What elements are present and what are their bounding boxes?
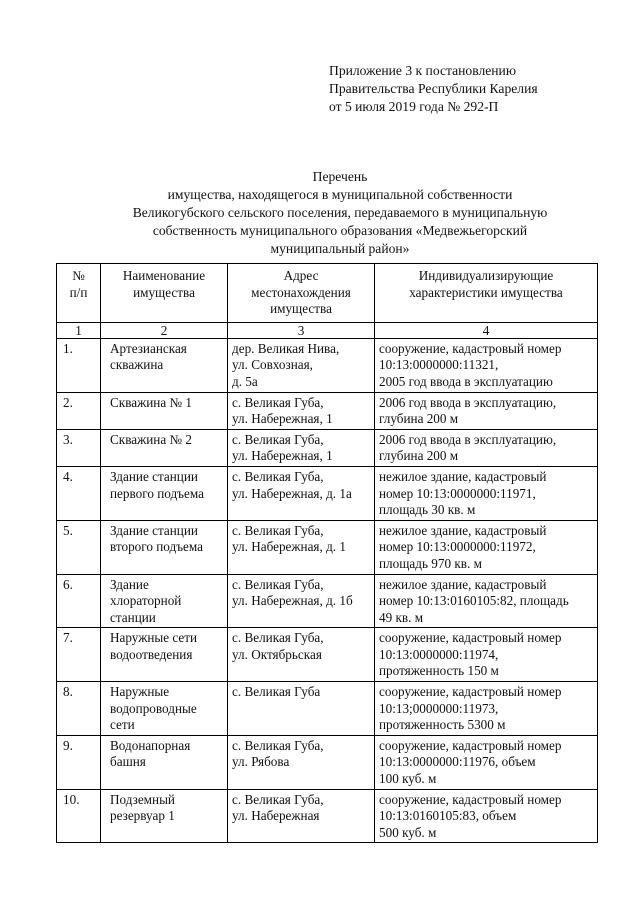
header-line: №	[72, 268, 85, 283]
property-name	[101, 466, 228, 520]
row-number: 4.	[57, 466, 101, 520]
property-characteristics-line: сооружение, кадастровый номер	[379, 684, 562, 700]
property-address-line: с. Великая Губа,	[232, 522, 324, 538]
property-characteristics-line: протяженность 5300 м	[379, 717, 506, 733]
property-characteristics-line: 10:13:0160105:83, объем	[379, 808, 517, 824]
property-address-line: ул. Набережная	[232, 808, 320, 824]
property-name-line: Водонапорная	[110, 737, 191, 753]
property-name-line: Здание станции	[110, 468, 198, 484]
property-characteristics-line: номер 10:13:0160105:82, площадь	[379, 593, 569, 609]
property-characteristics	[375, 789, 598, 843]
property-name-line: станции	[110, 609, 156, 625]
property-characteristics-line: глубина 200 м	[379, 411, 459, 427]
row-number: 10.	[57, 789, 101, 843]
header-line: Адрес	[283, 268, 319, 283]
property-name	[101, 682, 228, 736]
header-line: Наименование	[122, 268, 206, 283]
appendix-line: Правительства Республики Карелия	[329, 81, 538, 96]
property-name-line: Скважина № 2	[110, 431, 192, 447]
table-row	[57, 682, 598, 736]
property-characteristics	[375, 520, 598, 574]
property-address	[228, 574, 375, 628]
column-number: 2	[101, 322, 228, 338]
table-row	[57, 392, 598, 429]
property-address-line: с. Великая Губа	[232, 684, 321, 700]
row-number: 9.	[57, 735, 101, 789]
property-characteristics	[375, 574, 598, 628]
property-name	[101, 429, 228, 466]
title-line: имущества, находящегося в муниципальной собственности	[167, 187, 513, 202]
table-row	[57, 338, 598, 392]
property-characteristics	[375, 338, 598, 392]
column-number: 4	[375, 322, 598, 338]
property-characteristics-line: 2005 год ввода в эксплуатацию	[379, 373, 553, 389]
property-name-line: хлораторной	[110, 593, 182, 609]
property-name	[101, 392, 228, 429]
property-characteristics-line: 2006 год ввода в эксплуатацию,	[379, 431, 557, 447]
appendix-line: от 5 июля 2019 года № 292-П	[329, 99, 499, 114]
property-address-line: ул. Рябова	[232, 754, 290, 770]
property-characteristics	[375, 735, 598, 789]
property-address-line: с. Великая Губа,	[232, 737, 324, 753]
property-address-line: ул. Набережная, 1	[232, 448, 333, 464]
property-characteristics-line: нежилое здание, кадастровый	[379, 576, 547, 592]
property-characteristics-line: 100 куб. м	[379, 771, 437, 787]
property-name-line: Подземный	[110, 791, 175, 807]
property-address-line: с. Великая Губа,	[232, 576, 324, 592]
row-number: 8.	[57, 682, 101, 736]
property-characteristics-line: 10:13:0000000:11321,	[379, 357, 499, 373]
property-address	[228, 338, 375, 392]
property-characteristics-line: 49 кв. м	[379, 609, 424, 625]
header-line: местонахождения	[251, 284, 351, 300]
row-number: 3.	[57, 429, 101, 466]
property-name-line: скважина	[110, 357, 164, 373]
property-name-line: Скважина № 1	[110, 394, 192, 410]
property-name	[101, 520, 228, 574]
property-address-line: дер. Великая Нива,	[232, 340, 340, 356]
property-characteristics	[375, 466, 598, 520]
property-characteristics-line: сооружение, кадастровый номер	[379, 737, 562, 753]
property-characteristics-line: 10:13:0000000:11976, объем	[379, 754, 536, 770]
row-number: 1.	[57, 338, 101, 392]
column-number-row	[57, 322, 598, 338]
table-row	[57, 789, 598, 843]
header-name	[101, 264, 228, 323]
property-characteristics-line: 10:13;0000000:11973,	[379, 700, 499, 716]
column-number: 1	[57, 322, 101, 338]
title-line: Перечень	[312, 169, 368, 184]
property-name-line: резервуар 1	[110, 808, 175, 824]
property-characteristics	[375, 682, 598, 736]
property-address-line: ул. Набережная, 1	[232, 411, 333, 427]
header-line: имущества	[270, 301, 332, 317]
property-address	[228, 789, 375, 843]
property-characteristics-line: 10:13:0000000:11974,	[379, 646, 499, 662]
property-name	[101, 574, 228, 628]
property-address-line: д. 5а	[232, 373, 258, 389]
title-line: Великогубского сельского поселения, передаваемого в муниципальную	[132, 205, 548, 220]
property-address-line: с. Великая Губа,	[232, 791, 324, 807]
row-number: 7.	[57, 628, 101, 682]
header-line: имущества	[133, 284, 195, 300]
property-name-line: первого подъема	[110, 485, 204, 501]
table-row	[57, 735, 598, 789]
property-characteristics-line: 2006 год ввода в эксплуатацию,	[379, 394, 557, 410]
header-characteristics	[375, 264, 598, 323]
property-address-line: ул. Набережная, д. 1а	[232, 485, 352, 501]
table-row	[57, 520, 598, 574]
property-characteristics-line: сооружение, кадастровый номер	[379, 791, 562, 807]
property-name-line: сети	[110, 717, 135, 733]
document-title	[60, 168, 620, 258]
property-characteristics	[375, 628, 598, 682]
property-characteristics-line: глубина 200 м	[379, 448, 459, 464]
header-number	[57, 264, 101, 323]
property-address	[228, 520, 375, 574]
property-name-line: Наружные сети	[110, 630, 198, 646]
property-name-line: Артезианская	[110, 340, 187, 356]
title-line: муниципальный район»	[270, 241, 410, 256]
property-address-line: ул. Октябрьская	[232, 646, 322, 662]
column-number: 3	[228, 322, 375, 338]
property-name	[101, 338, 228, 392]
property-characteristics-line: номер 10:13:0000000:11971,	[379, 485, 536, 501]
property-name	[101, 628, 228, 682]
row-number: 5.	[57, 520, 101, 574]
appendix-line: Приложение 3 к постановлению	[329, 63, 516, 78]
property-address-line: с. Великая Губа,	[232, 394, 324, 410]
property-address	[228, 429, 375, 466]
property-name-line: Наружные	[110, 684, 170, 700]
property-characteristics-line: нежилое здание, кадастровый	[379, 522, 547, 538]
property-table	[56, 263, 598, 843]
property-address-line: ул. Совхозная,	[232, 357, 313, 373]
property-address-line: с. Великая Губа,	[232, 468, 324, 484]
property-characteristics	[375, 429, 598, 466]
property-characteristics-line: протяженность 150 м	[379, 663, 499, 679]
row-number: 6.	[57, 574, 101, 628]
header-address	[228, 264, 375, 323]
property-address-line: с. Великая Губа,	[232, 431, 324, 447]
property-address-line: ул. Набережная, д. 1б	[232, 593, 353, 609]
property-characteristics-line: площадь 30 кв. м	[379, 502, 476, 518]
property-address-line: ул. Набережная, д. 1	[232, 539, 346, 555]
row-number: 2.	[57, 392, 101, 429]
property-characteristics	[375, 392, 598, 429]
header-line: характеристики имущества	[409, 284, 563, 300]
property-address	[228, 682, 375, 736]
appendix-note	[329, 62, 619, 116]
property-address	[228, 392, 375, 429]
property-name-line: второго подъема	[110, 539, 204, 555]
property-characteristics-line: площадь 970 кв. м	[379, 555, 482, 571]
table-row	[57, 574, 598, 628]
property-characteristics-line: 500 куб. м	[379, 824, 437, 840]
property-name-line: башня	[110, 754, 146, 770]
table-row	[57, 429, 598, 466]
property-address	[228, 466, 375, 520]
table-row	[57, 628, 598, 682]
property-name-line: водопроводные	[110, 700, 197, 716]
header-line: Индивидуализирующие	[418, 268, 554, 283]
property-characteristics-line: номер 10:13:0000000:11972,	[379, 539, 536, 555]
header-row	[57, 264, 598, 323]
table-row	[57, 466, 598, 520]
property-name-line: Здание	[110, 576, 149, 592]
header-line: п/п	[69, 284, 88, 300]
property-characteristics-line: нежилое здание, кадастровый	[379, 468, 547, 484]
property-address	[228, 735, 375, 789]
property-name-line: Здание станции	[110, 522, 198, 538]
property-name	[101, 735, 228, 789]
property-address	[228, 628, 375, 682]
title-line: собственность муниципального образования «Медвежьегорский	[152, 223, 528, 238]
table-body	[57, 338, 598, 843]
property-name	[101, 789, 228, 843]
property-name-line: водоотведения	[110, 646, 193, 662]
property-address-line: с. Великая Губа,	[232, 630, 324, 646]
property-characteristics-line: сооружение, кадастровый номер	[379, 630, 562, 646]
property-characteristics-line: сооружение, кадастровый номер	[379, 340, 562, 356]
